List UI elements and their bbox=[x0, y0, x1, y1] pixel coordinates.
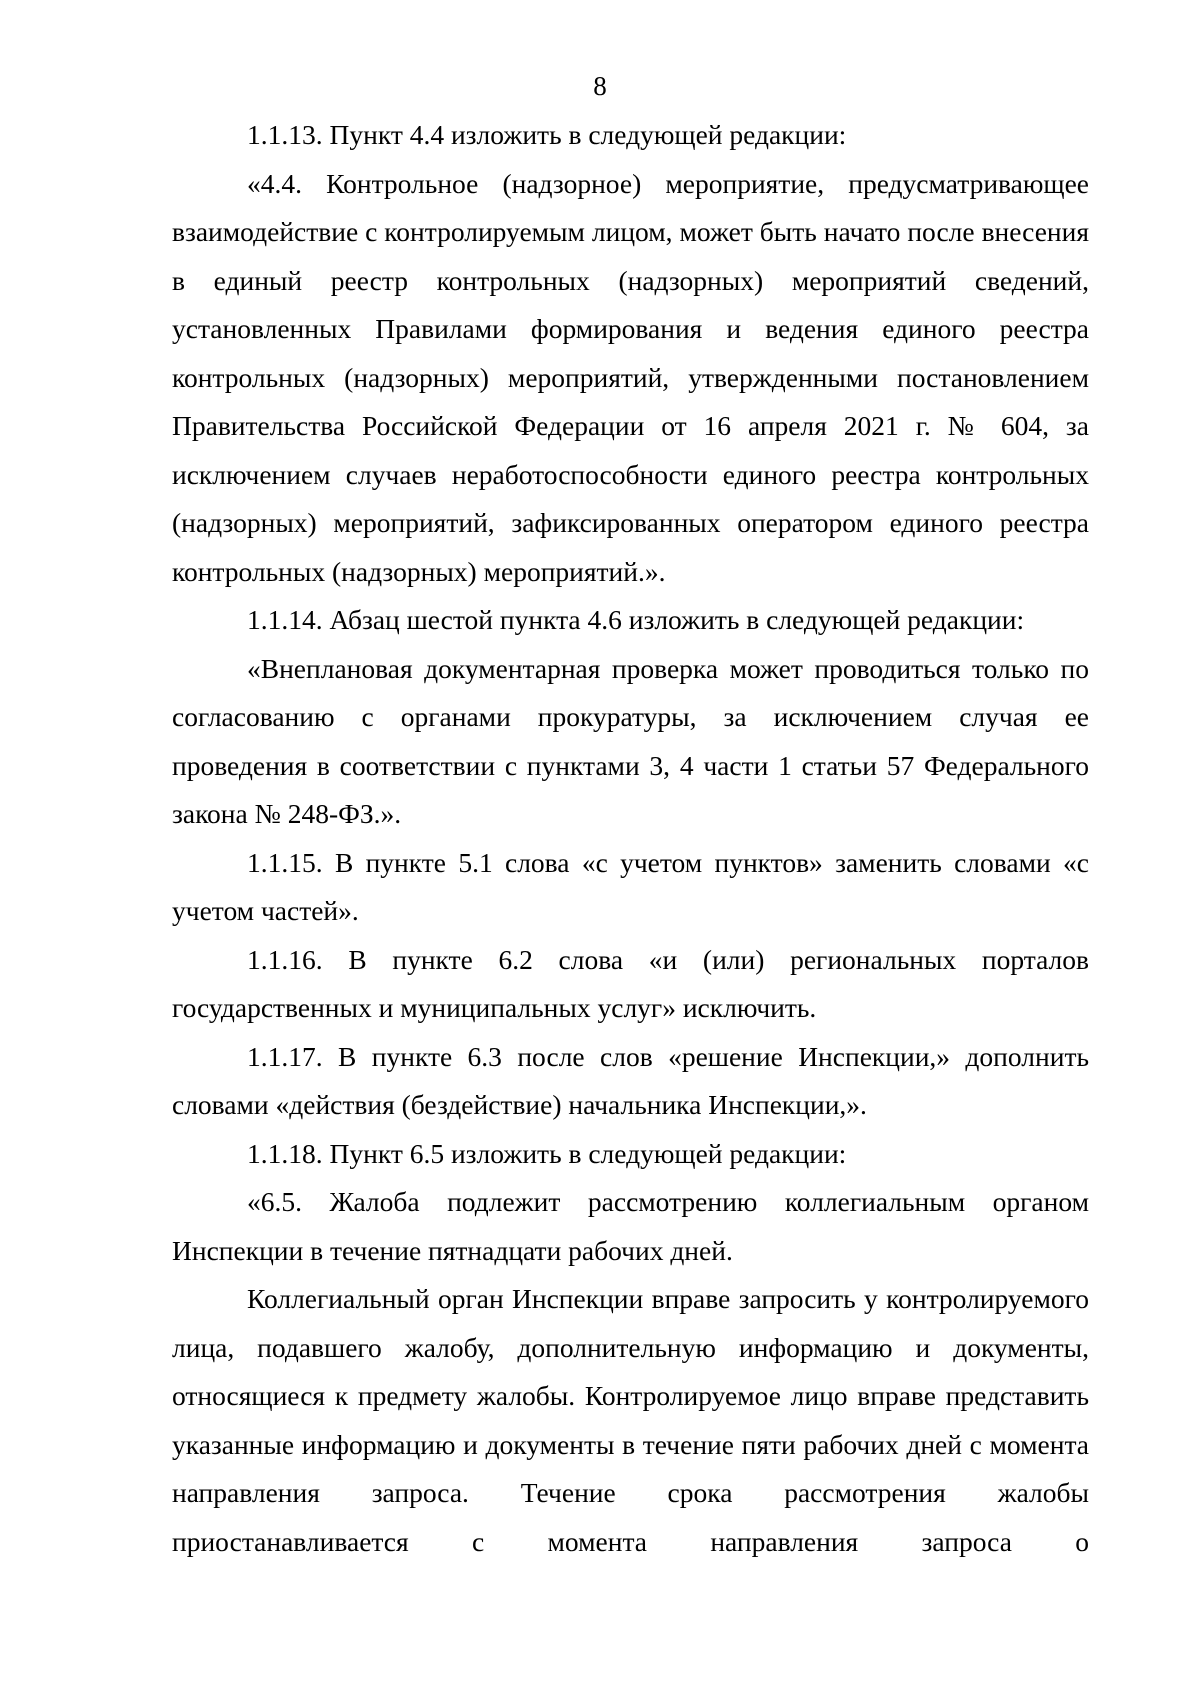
paragraph-collegial-body: Коллегиальный орган Инспекции вправе запросить у контролируемого лица, подавшего жалобу, дополнительную информацию и документы, относящиеся к предмету жалобы. Контролируемое лицо вправе представить указанные информацию и документы в течение пяти рабочих дней с момента направления запроса. Течение срока рассмотрения жалобы приостанавливается с момента направления запроса о bbox=[172, 1283, 1089, 1557]
paragraph-unscheduled-check-quote: «Внеплановая документарная проверка может проводиться только по согласованию с органами прокуратуры, за исключением случая ее проведения в соответствии с пунктами 3, 4 части 1 статьи 57 Федерального закона № 248-ФЗ.». bbox=[172, 652, 1089, 829]
document-body bbox=[172, 111, 1089, 1566]
paragraph-1-1-13: 1.1.13. Пункт 4.4 изложить в следующей редакции: bbox=[247, 119, 847, 150]
paragraph-4-4-quote: «4.4. Контрольное (надзорное) мероприятие, предусматривающее взаимодействие с контролируемым лицом, может быть начато после внесения в единый реестр контрольных (надзорных) мероприятий сведений, установленных Правилами формирования и ведения единого реестра контрольных (надзорных) мероприятий, утвержденными постановлением Правительства Российской Федерации от 16 апреля 2021 г. № 604, за исключением случаев неработоспособности единого реестра контрольных (надзорных) мероприятий, зафиксированных оператором единого реестра контрольных (надзорных) мероприятий.». bbox=[172, 167, 1089, 587]
paragraph-1-1-18: 1.1.18. Пункт 6.5 изложить в следующей редакции: bbox=[247, 1137, 847, 1169]
paragraph-1-1-14: 1.1.14. Абзац шестой пункта 4.6 изложить в следующей редакции: bbox=[247, 604, 1025, 635]
page-number: 8 bbox=[593, 71, 607, 101]
paragraph-1-1-16: 1.1.16. В пункте 6.2 слова «и (или) региональных порталов государственных и муниципальных услуг» исключить. bbox=[172, 943, 1089, 1023]
paragraph-1-1-17: 1.1.17. В пункте 6.3 после слов «решение Инспекции,» дополнить словами «действия (бездействие) начальника Инспекции,». bbox=[172, 1040, 1089, 1120]
paragraph-6-5-quote: «6.5. Жалоба подлежит рассмотрению коллегиальным органом Инспекции в течение пятнадцати рабочих дней. bbox=[172, 1186, 1089, 1266]
paragraph-1-1-15: 1.1.15. В пункте 5.1 слова «с учетом пунктов» заменить словами «с учетом частей». bbox=[172, 846, 1089, 926]
